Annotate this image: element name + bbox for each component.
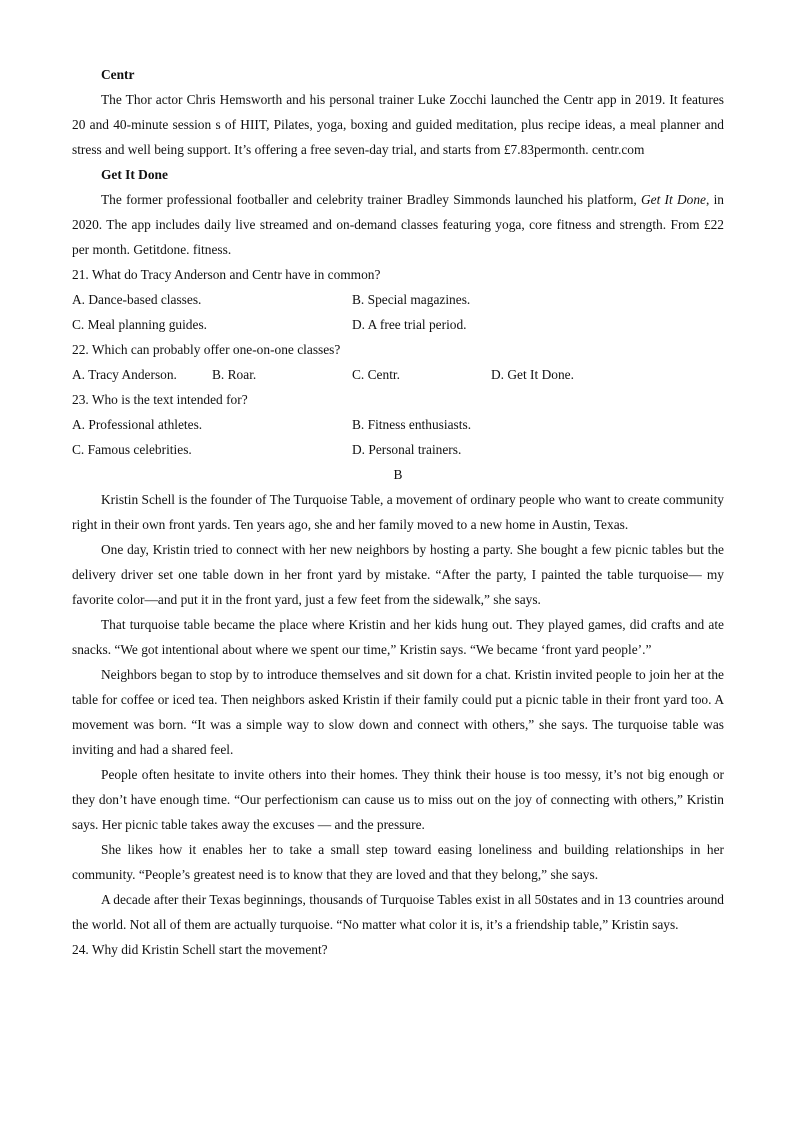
paragraph-b6: She likes how it enables her to take a small step toward easing loneliness and building relationships in her community. “People’s greatest need is to know that they are loved and that they belong,” she says. — [72, 842, 724, 882]
option-d: D. Personal trainers. — [352, 442, 462, 457]
option-a: A. Dance-based classes. — [72, 292, 202, 307]
option-c: C. Meal planning guides. — [72, 317, 208, 332]
paragraph-b5: People often hesitate to invite others into their homes. They think their house is too messy, it’s not big enough or they don’t have enough time. “Our perfectionism can cause us to miss out on the joy of connecting with others,” Kristin says. Her picnic table takes away the excuses — and the pressure. — [72, 767, 724, 832]
option-b: B. Special magazines. — [352, 292, 471, 307]
section-label-b: B — [393, 467, 403, 482]
option-a: A. Professional athletes. — [72, 417, 203, 432]
options-row — [72, 312, 724, 337]
question-21: 21. What do Tracy Anderson and Centr have in common? — [72, 267, 381, 282]
options-row — [72, 412, 724, 437]
option-b: B. Fitness enthusiasts. — [352, 417, 472, 432]
option-d: D. A free trial period. — [352, 317, 467, 332]
question-23: 23. Who is the text intended for? — [72, 392, 248, 407]
section-heading-centr: Centr — [101, 67, 135, 82]
paragraph-text: The former professional footballer and celebrity trainer Bradley Simmonds launched his platform, — [101, 192, 641, 207]
options-row — [72, 437, 724, 462]
question-22: 22. Which can probably offer one-on-one classes? — [72, 342, 341, 357]
paragraph-b4: Neighbors began to stop by to introduce themselves and sit down for a chat. Kristin invited people to join her at the table for coffee or iced tea. Then neighbors asked Kristin if their family could put a picnic table in their front yard too. A movement was born. “It was a simple way to slow down and connect with others,” she says. The turquoise table was inviting and had a shared feel. — [72, 667, 724, 757]
option-c: C. Famous celebrities. — [72, 442, 192, 457]
option-a: A. Tracy Anderson. — [72, 367, 177, 382]
paragraph-b3: That turquoise table became the place where Kristin and her kids hung out. They played games, did crafts and ate snacks. “We got intentional about where we spent our time,” Kristin says. “We became ‘front yard people’.” — [72, 617, 724, 657]
document-page — [72, 62, 724, 962]
option-b: B. Roar. — [212, 367, 257, 382]
paragraph-b1: Kristin Schell is the founder of The Turquoise Table, a movement of ordinary people who want to create community right in their own front yards. Ten years ago, she and her family moved to a new home in Austin, Texas. — [72, 492, 724, 532]
options-row — [72, 287, 724, 312]
paragraph-centr: The Thor actor Chris Hemsworth and his personal trainer Luke Zocchi launched the Centr app in 2019. It features 20 and 40-minute session s of HIIT, Pilates, yoga, boxing and guided meditation, plus recipe ideas, a meal planner and stress and well being support. It’s offering a free seven-day trial, and starts from £7.83permonth. centr.com — [72, 92, 724, 157]
paragraph-b7: A decade after their Texas beginnings, thousands of Turquoise Tables exist in all 50states and in 13 countries around the world. Not all of them are actually turquoise. “No matter what color it is, it’s a friendship table,” Kristin says. — [72, 892, 724, 932]
app-name-italic: Get It Done — [640, 192, 706, 207]
paragraph-get-it-done — [72, 187, 724, 262]
options-row — [72, 362, 724, 387]
section-heading-get-it-done: Get It Done — [101, 167, 168, 182]
paragraph-text: , in 2020. The app includes daily live streamed and on-demand classes featuring yoga, core fitness and strength. From £22 per month. Getitdone. fitness. — [72, 192, 724, 257]
paragraph-b2: One day, Kristin tried to connect with her new neighbors by hosting a party. She bought a few picnic tables but the delivery driver set one table down in her front yard by mistake. “After the party, I painted the table turquoise— my favorite color—and put it in the front yard, just a few feet from the sidewalk,” she says. — [72, 542, 724, 607]
question-24: 24. Why did Kristin Schell start the movement? — [72, 942, 328, 957]
option-d: D. Get It Done. — [491, 367, 574, 382]
option-c: C. Centr. — [352, 367, 400, 382]
